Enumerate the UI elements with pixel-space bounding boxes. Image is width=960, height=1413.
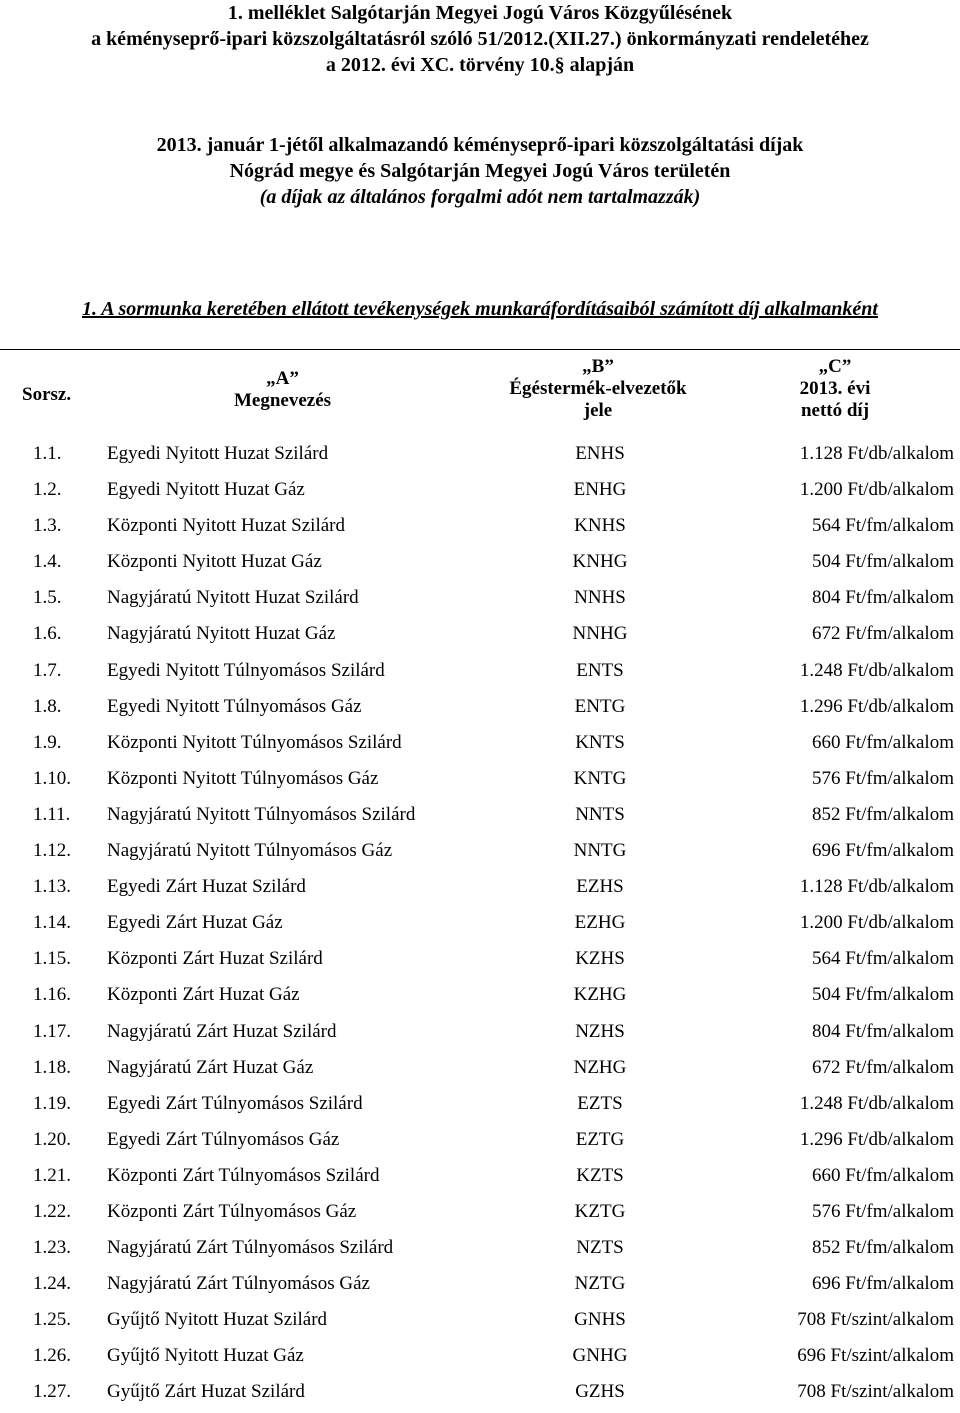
row-name: Központi Nyitott Huzat Szilárd <box>107 515 345 537</box>
row-code: NNTG <box>573 840 627 862</box>
row-name: Egyedi Nyitott Huzat Gáz <box>107 479 305 501</box>
row-number: 1.19. <box>33 1092 71 1114</box>
table-row <box>0 869 960 905</box>
row-number: 1.17. <box>33 1020 71 1042</box>
table-row <box>0 653 960 689</box>
title-line-1: 1. melléklet Salgótarján Megyei Jogú Város Közgyűlésének <box>227 2 733 24</box>
row-name: Gyűjtő Zárt Huzat Szilárd <box>107 1381 305 1403</box>
table-row <box>0 1266 960 1302</box>
header-c-label-2: nettó díj <box>800 400 870 421</box>
row-code: EZHS <box>576 876 624 898</box>
row-fee: 852 Ft/fm/alkalom <box>812 1237 954 1259</box>
row-code: NZHS <box>575 1020 625 1042</box>
table-row <box>0 797 960 833</box>
header-a-label: Megnevezés <box>233 390 332 411</box>
row-name: Központi Zárt Túlnyomásos Gáz <box>107 1200 357 1222</box>
row-fee: 804 Ft/fm/alkalom <box>812 1020 954 1042</box>
table-row <box>0 544 960 580</box>
row-code: NNHG <box>572 623 628 645</box>
section-title: 1. A sormunka keretében ellátott tevékenységek munkaráfordításaiból számított díj alkalmanként <box>82 298 878 320</box>
row-name: Nagyjáratú Zárt Túlnyomásos Szilárd <box>107 1237 394 1259</box>
row-fee: 660 Ft/fm/alkalom <box>812 1164 954 1186</box>
row-fee: 708 Ft/szint/alkalom <box>797 1309 954 1331</box>
row-number: 1.9. <box>33 731 62 753</box>
table-row <box>0 1302 960 1338</box>
row-number: 1.25. <box>33 1309 71 1331</box>
subtitle-vat-note: (a díjak az általános forgalmi adót nem tartalmazzák) <box>259 186 701 208</box>
row-code: GNHS <box>574 1309 626 1331</box>
row-name: Központi Nyitott Túlnyomásos Szilárd <box>107 731 402 753</box>
row-fee: 708 Ft/szint/alkalom <box>797 1381 954 1403</box>
row-code: EZTS <box>577 1092 623 1114</box>
row-number: 1.20. <box>33 1128 71 1150</box>
row-name: Egyedi Zárt Túlnyomásos Gáz <box>107 1128 340 1150</box>
document-title <box>0 0 960 78</box>
row-number: 1.26. <box>33 1345 71 1367</box>
row-number: 1.2. <box>33 479 62 501</box>
row-name: Egyedi Zárt Huzat Szilárd <box>107 876 306 898</box>
row-number: 1.16. <box>33 984 71 1006</box>
table-header <box>0 350 960 436</box>
row-fee: 564 Ft/fm/alkalom <box>812 948 954 970</box>
document-subtitle <box>0 132 960 210</box>
table-row <box>0 761 960 797</box>
row-code: KZTS <box>576 1164 624 1186</box>
row-code: NZHG <box>573 1056 627 1078</box>
row-name: Központi Nyitott Huzat Gáz <box>107 551 322 573</box>
row-fee: 696 Ft/fm/alkalom <box>812 840 954 862</box>
row-name: Egyedi Nyitott Túlnyomásos Gáz <box>107 695 362 717</box>
table-row <box>0 508 960 544</box>
row-name: Központi Zárt Túlnyomásos Szilárd <box>107 1164 380 1186</box>
row-code: KNTS <box>575 731 625 753</box>
table-row <box>0 941 960 977</box>
row-number: 1.6. <box>33 623 62 645</box>
row-code: EZHG <box>574 912 626 934</box>
row-name: Nagyjáratú Zárt Túlnyomásos Gáz <box>107 1273 370 1295</box>
row-fee: 1.128 Ft/db/alkalom <box>799 876 954 898</box>
table-row <box>0 1230 960 1266</box>
row-number: 1.18. <box>33 1056 71 1078</box>
table-row <box>0 1338 960 1374</box>
row-fee: 564 Ft/fm/alkalom <box>812 515 954 537</box>
row-code: KNHS <box>574 515 626 537</box>
row-number: 1.11. <box>33 803 71 825</box>
row-name: Nagyjáratú Nyitott Túlnyomásos Szilárd <box>107 803 416 825</box>
row-number: 1.14. <box>33 912 71 934</box>
row-name: Gyűjtő Nyitott Huzat Szilárd <box>107 1309 328 1331</box>
row-name: Központi Nyitott Túlnyomásos Gáz <box>107 767 379 789</box>
row-fee: 1.296 Ft/db/alkalom <box>799 1128 954 1150</box>
table-row <box>0 616 960 652</box>
row-fee: 1.128 Ft/db/alkalom <box>799 443 954 464</box>
row-code: GNHG <box>572 1345 628 1367</box>
subtitle-line-1: 2013. január 1-jétől alkalmazandó kéményseprő-ipari közszolgáltatási díjak <box>156 134 804 156</box>
row-number: 1.12. <box>33 840 71 862</box>
table-row <box>0 1158 960 1194</box>
table-row <box>0 1194 960 1230</box>
row-name: Nagyjáratú Nyitott Huzat Gáz <box>107 623 336 645</box>
table-row <box>0 977 960 1013</box>
header-c-label: 2013. évi <box>799 378 871 399</box>
row-fee: 576 Ft/fm/alkalom <box>812 1200 954 1222</box>
table-row <box>0 472 960 508</box>
row-code: KZHS <box>575 948 625 970</box>
row-fee: 696 Ft/fm/alkalom <box>812 1273 954 1295</box>
row-fee: 1.200 Ft/db/alkalom <box>799 912 954 934</box>
row-name: Egyedi Nyitott Huzat Szilárd <box>107 443 329 464</box>
table-row <box>0 725 960 761</box>
header-c-mark: „C” <box>818 356 852 377</box>
row-fee: 576 Ft/fm/alkalom <box>812 767 954 789</box>
row-code: ENTG <box>574 695 626 717</box>
row-name: Egyedi Nyitott Túlnyomásos Szilárd <box>107 659 385 681</box>
row-fee: 804 Ft/fm/alkalom <box>812 587 954 609</box>
row-code: NZTG <box>574 1273 626 1295</box>
row-code: KNHG <box>572 551 628 573</box>
row-code: ENTS <box>576 659 624 681</box>
row-name: Központi Zárt Huzat Szilárd <box>107 948 323 970</box>
row-name: Nagyjáratú Nyitott Huzat Szilárd <box>107 587 359 609</box>
row-name: Nagyjáratú Zárt Huzat Szilárd <box>107 1020 337 1042</box>
row-code: ENHS <box>575 443 625 464</box>
row-name: Nagyjáratú Zárt Huzat Gáz <box>107 1056 314 1078</box>
row-code: KNTG <box>573 767 627 789</box>
subtitle-line-2: Nógrád megye és Salgótarján Megyei Jogú Város területén <box>229 160 731 182</box>
row-code: KZHG <box>573 984 627 1006</box>
table-row <box>0 1122 960 1158</box>
row-name: Központi Zárt Huzat Gáz <box>107 984 300 1006</box>
header-column-b <box>478 356 718 422</box>
row-fee: 504 Ft/fm/alkalom <box>812 551 954 573</box>
row-code: NNHS <box>574 587 626 609</box>
row-number: 1.24. <box>33 1273 71 1295</box>
row-number: 1.22. <box>33 1200 71 1222</box>
header-column-a <box>210 368 355 412</box>
header-b-mark: „B” <box>582 356 614 377</box>
row-fee: 1.296 Ft/db/alkalom <box>799 695 954 717</box>
row-fee: 1.200 Ft/db/alkalom <box>799 479 954 501</box>
table-row <box>0 1014 960 1050</box>
row-number: 1.15. <box>33 948 71 970</box>
row-code: NNTS <box>575 803 625 825</box>
row-number: 1.4. <box>33 551 62 573</box>
table-row <box>0 436 960 472</box>
row-fee: 660 Ft/fm/alkalom <box>812 731 954 753</box>
table-row <box>0 689 960 725</box>
header-b-label-2: jele <box>583 400 613 421</box>
header-a-mark: „A” <box>266 368 299 389</box>
row-name: Nagyjáratú Nyitott Túlnyomásos Gáz <box>107 840 393 862</box>
row-code: ENHG <box>573 479 627 501</box>
row-code: NZTS <box>576 1237 624 1259</box>
fee-table <box>0 349 960 1411</box>
row-fee: 696 Ft/szint/alkalom <box>797 1345 954 1367</box>
row-number: 1.1. <box>33 443 62 464</box>
row-code: GZHS <box>575 1381 625 1403</box>
row-fee: 672 Ft/fm/alkalom <box>812 623 954 645</box>
row-code: KZTG <box>574 1200 626 1222</box>
title-line-2: a kéményseprő-ipari közszolgáltatásról szóló 51/2012.(XII.27.) önkormányzati rendeletéhez <box>91 28 869 50</box>
row-number: 1.13. <box>33 876 71 898</box>
table-row <box>0 1086 960 1122</box>
table-row <box>0 1374 960 1410</box>
header-b-label: Égéstermék-elvezetők <box>509 378 687 399</box>
row-number: 1.10. <box>33 767 71 789</box>
table-body <box>0 436 960 1411</box>
table-row <box>0 1050 960 1086</box>
row-number: 1.7. <box>33 659 62 681</box>
row-name: Egyedi Zárt Huzat Gáz <box>107 912 283 934</box>
row-number: 1.3. <box>33 515 62 537</box>
row-name: Gyűjtő Nyitott Huzat Gáz <box>107 1345 304 1367</box>
table-row <box>0 905 960 941</box>
row-number: 1.27. <box>33 1381 71 1403</box>
row-fee: 1.248 Ft/db/alkalom <box>799 659 954 681</box>
header-column-c <box>770 356 900 422</box>
title-line-3: a 2012. évi XC. törvény 10.§ alapján <box>325 54 635 76</box>
row-number: 1.21. <box>33 1164 71 1186</box>
row-fee: 852 Ft/fm/alkalom <box>812 803 954 825</box>
row-fee: 1.248 Ft/db/alkalom <box>799 1092 954 1114</box>
row-number: 1.23. <box>33 1237 71 1259</box>
table-row <box>0 580 960 616</box>
row-number: 1.8. <box>33 695 62 717</box>
row-fee: 504 Ft/fm/alkalom <box>812 984 954 1006</box>
header-sorsz: Sorsz. <box>22 384 72 405</box>
row-fee: 672 Ft/fm/alkalom <box>812 1056 954 1078</box>
row-name: Egyedi Zárt Túlnyomásos Szilárd <box>107 1092 363 1114</box>
row-number: 1.5. <box>33 587 62 609</box>
table-row <box>0 833 960 869</box>
row-code: EZTG <box>575 1128 625 1150</box>
